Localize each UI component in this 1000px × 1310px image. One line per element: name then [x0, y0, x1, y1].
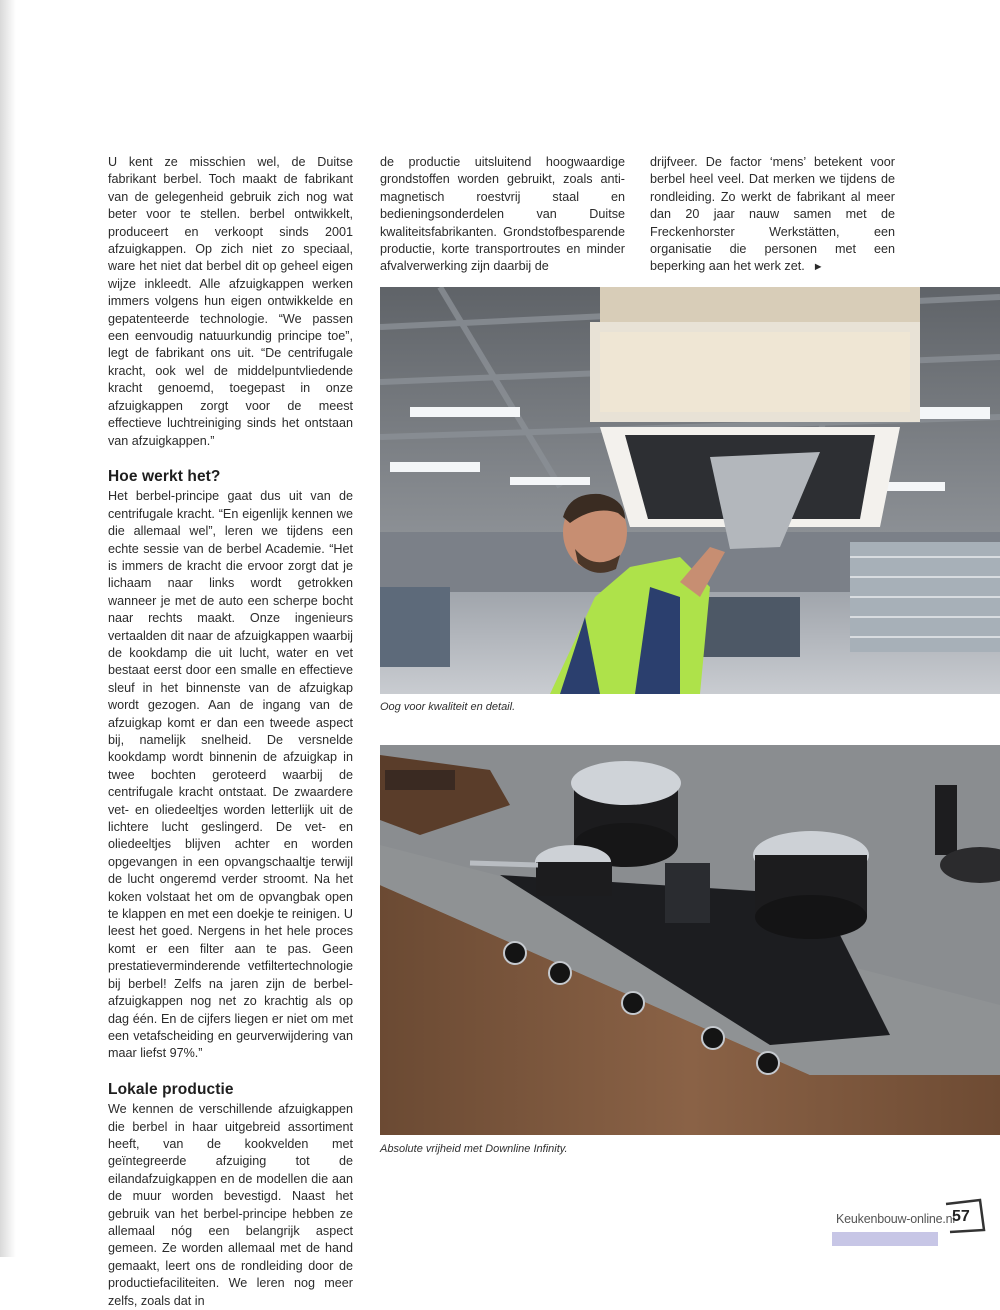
section-heading-local-production: Lokale productie [108, 1080, 234, 1098]
photo-caption-2: Absolute vrijheid met Downline Infinity. [380, 1143, 568, 1155]
column3-paragraph [650, 154, 895, 277]
how-it-works-paragraph: Het berbel-principe gaat dus uit van de centrifugale kracht. “En eigenlijk kennen we die allemaal wel”, leren we tijdens een echte sessie van de berbel Academie. “Het is immers de kracht die ervoor zorgt dat je lichaam naar links wordt getrokken wanneer je met de auto een scherpe bocht naar rechts maakt. Onze ingenieurs vertaalden dit naar de afzuigkappen waarbij de kookdamp die uit lucht, water en vet bestaat eerst door een smalle en effectieve sleuf in het binnenste van de afzuigkap wordt gezogen. Aan de ingang van de afzuigkap komt er dan een tweede aspect bij, namelijk snelheid. De versnelde kookdamp wordt binnenin de afzuigkap in twee bochten geroteerd waarbij de centrifugale kracht ontstaat. De zwaardere vet- en oliedeeltjes worden letterlijk uit de lichtere lucht geslingerd. De vet- en oliedeeltjes blijven achter en worden opgevangen in een opvangschaaltje terwijl de lucht ongeremd verder stroomt. Na het koken volstaat het om de opvangbak open te klappen en met een doekje te reinigen. U leest het goed. Nergens in het hele proces komt er een filter aan te pas. Geen prestatieverminderende vetfiltertechnologie bij berbel! Zelfs na jaren zijn de berbel-afzuigkappen nog net zo krachtig als op dag één. En de cijfers liegen er niet om met een vetafscheiding en geurverwijdering van maar liefst 97%.” [108, 489, 353, 1061]
text-column-1 [108, 154, 353, 1310]
photo-caption-1: Oog voor kwaliteit en detail. [380, 701, 516, 713]
section-heading-how-it-works: Hoe werkt het? [108, 467, 221, 485]
page-footer [836, 1208, 996, 1248]
page-binding-shadow [0, 0, 16, 1257]
column3-text: drijfveer. De factor ‘mens’ betekent voor berbel heel veel. Dat merken we tijdens de rondleiding. Zo werkt de fabrikant al meer dan 20 jaar nauw samen met de Freckenhorster Werkstätten, een organisatie die personen met een beperking aan het werk zet. [650, 155, 895, 274]
footer-accent-bar [832, 1232, 938, 1246]
continue-arrow-icon: ► [812, 261, 824, 274]
text-column-3 [650, 154, 895, 277]
footer-website: Keukenbouw-online.nl [836, 1212, 956, 1226]
cooktop-photo [380, 745, 1000, 1135]
column2-paragraph: de productie uitsluitend hoogwaardige grondstoffen worden gebruikt, zoals anti-magnetisch roestvrij staal en bedieningsonderdelen van Duitse kwaliteitsfabrikanten. Grondstofbesparende productie, korte transportroutes en minder afvalverwerking zijn daarbij de [380, 155, 625, 274]
local-production-paragraph: We kennen de verschillende afzuigkappen die berbel in haar uitgebreid assortiment heeft, van de kookvelden met geïntegreerde afzuiging tot de eilandafzuigkappen en de modellen die aan de muur worden bevestigd. Naast het gebruik van het berbel-principe hebben ze allemaal nóg een belangrijk aspect gemeen. Ze worden allemaal met de hand gemaakt, leert ons de rondleiding door de productiefaciliteiten. We leren nog meer zelfs, zoals dat in [108, 1102, 353, 1308]
intro-paragraph: U kent ze misschien wel, de Duitse fabrikant berbel. Toch maakt de fabrikant van de gelegenheid gebruik zich nog wat beter voor te stellen. berbel ontwikkelt, produceert en verkoopt sinds 2001 afzuigkappen. Op zich niet zo speciaal, ware het niet dat berbel dit op geheel eigen wijze inkleedt. Alle afzuigkappen werken immers volgens hun eigen ontwikkelde en gepatenteerde technologie. “We passen een eenvoudig natuurkundig principe toe”, legt de fabrikant ons uit. “De centrifugale kracht, ook wel de middelpuntvliedende kracht genoemd, toegepast in onze afzuigkappen zorgt voor de meest effectieve luchtreiniging sinds het ontstaan van afzuigkappen.” [108, 155, 353, 448]
factory-worker-photo [380, 287, 1000, 694]
page-number: 57 [952, 1208, 970, 1225]
text-column-2 [380, 154, 625, 276]
